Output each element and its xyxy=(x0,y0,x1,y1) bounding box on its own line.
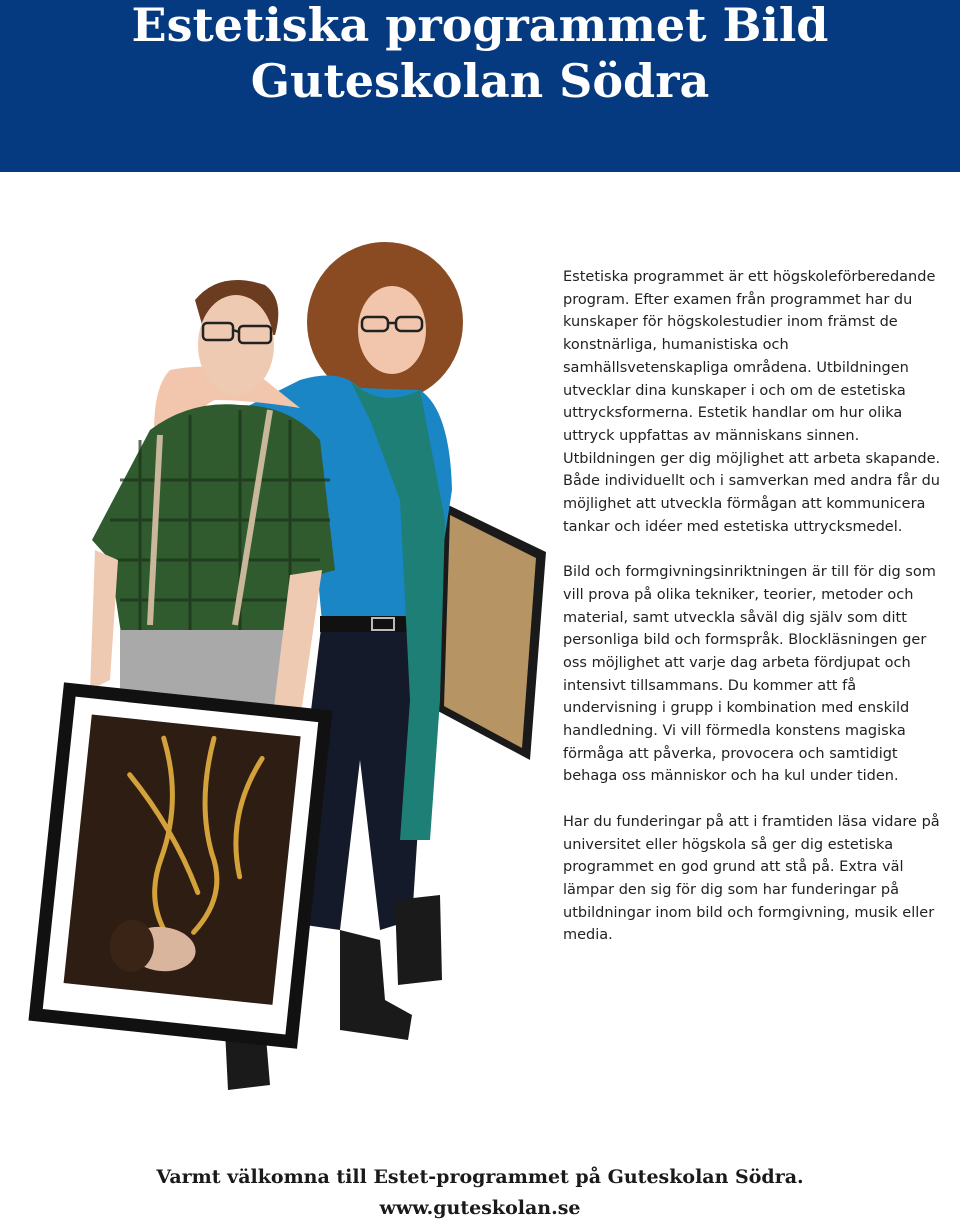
footer-url[interactable]: www.guteskolan.se xyxy=(379,1197,581,1219)
header-banner xyxy=(0,0,960,172)
frame-back xyxy=(436,502,546,760)
paragraph-intro: Estetiska programmet är ett högskoleförberedande program. Efter examen från programmet har du kunskaper för högskolestudier inom främst de konstnärliga, humanistiska och samhällsvetenskapliga områdena. Utbildningen utvecklar dina kunskaper i och om de estetiska uttrycksformerna. Estetik handlar om hur olika uttryck uppfattas av människans sinnen. Utbildningen ger dig möjlighet att arbeta skapande. Både individuellt och i samverkan med andra får du möjlighet att utveckla förmågan att kommunicera tankar och idéer med estetiska uttrycksmedel. xyxy=(563,269,941,535)
paragraph-bild: Bild och formgivningsinriktningen är till för dig som vill prova på olika tekniker, teorier, metoder och material, samt utveckla såväl dig själv som ditt personliga bild och formspråk. Blockläsningen ger oss möjlighet att varje dag arbeta fördjupat och intensivt tillsammans. Du kommer att få undervisning i grupp i kombination med enskild handledning. Vi vill förmedla konstens magiska förmåga att påverka, provocera och samtidigt behaga oss människor och ha kul under tiden. xyxy=(563,564,936,785)
boy-face xyxy=(198,295,274,395)
footer-welcome: Varmt välkomna till Estet-programmet på Guteskolan Södra. xyxy=(156,1166,804,1188)
paragraph-future: Har du funderingar på att i framtiden läsa vidare på universitet eller högskola så ger dig estetiska programmet en god grund att stå på. Extra väl lämpar den sig för dig som har funderingar på utbildningar inom bild och formgivning, musik eller media. xyxy=(563,813,940,944)
body-text xyxy=(563,266,948,970)
students-photo xyxy=(0,240,560,1120)
title-line-2: Guteskolan Södra xyxy=(250,54,710,108)
boy-left-arm xyxy=(90,550,118,690)
girl-boot-right xyxy=(395,895,442,985)
framed-photograph xyxy=(28,682,332,1048)
title-line-1: Estetiska programmet Bild xyxy=(131,0,829,52)
